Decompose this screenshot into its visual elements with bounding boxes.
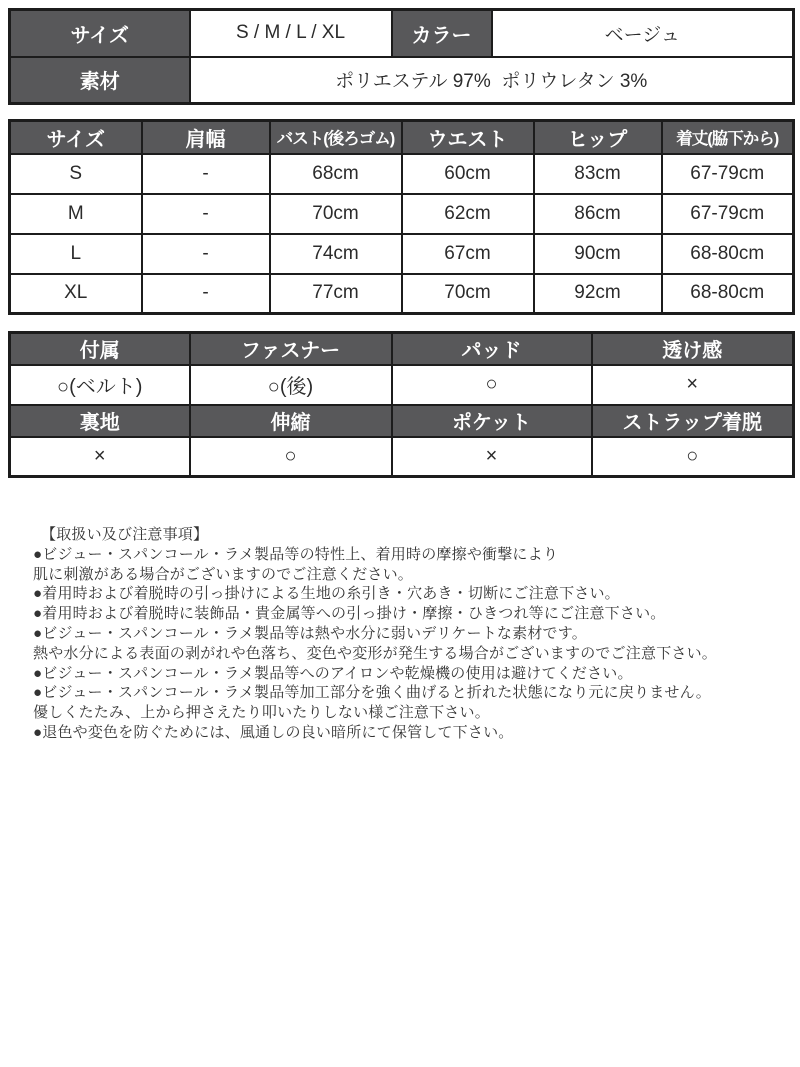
size-chart-cell: S (10, 154, 142, 194)
size-chart-cell: 70cm (402, 274, 534, 314)
size-chart-header-hip: ヒップ (534, 121, 662, 154)
features-value-sheerness: × (592, 365, 794, 405)
size-chart-cell: 83cm (534, 154, 662, 194)
size-chart-header-size: サイズ (10, 121, 142, 154)
features-header-strap: ストラップ着脱 (592, 405, 794, 437)
summary-material-value: ポリエステル 97% ポリウレタン 3% (190, 57, 794, 104)
size-chart-cell: 92cm (534, 274, 662, 314)
features-value-row-1 (10, 365, 794, 405)
features-header-row-2 (10, 405, 794, 437)
summary-material-label: 素材 (10, 57, 190, 104)
size-chart-cell: 62cm (402, 194, 534, 234)
size-chart-row-l (10, 234, 794, 274)
summary-row-size-color (10, 10, 794, 57)
care-note-line: ●ビジュー・スパンコール・ラメ製品等加工部分を強く曲げると折れた状態になり元に戻りません。 (33, 684, 711, 702)
features-value-accessory: ○(ベルト) (10, 365, 190, 405)
size-chart-cell: - (142, 234, 270, 274)
care-notes (8, 525, 792, 743)
summary-color-label: カラー (392, 10, 492, 57)
features-header-pocket: ポケット (392, 405, 592, 437)
size-chart-cell: 67-79cm (662, 154, 794, 194)
size-chart-cell: XL (10, 274, 142, 314)
care-note-line: ●着用時および着脱時に装飾品・貴金属等への引っ掛け・摩擦・ひきつれ等にご注意下さい。 (33, 605, 666, 623)
summary-color-value: ベージュ (492, 10, 794, 57)
care-note-line: ●ビジュー・スパンコール・ラメ製品等へのアイロンや乾燥機の使用は避けてください。 (33, 664, 633, 682)
size-chart-row-s (10, 154, 794, 194)
size-chart-table (8, 119, 795, 315)
summary-size-label: サイズ (10, 10, 190, 57)
features-header-sheerness: 透け感 (592, 333, 794, 365)
features-value-pocket: × (392, 437, 592, 477)
care-note-line: ●ビジュー・スパンコール・ラメ製品等は熱や水分に弱いデリケートな素材です。 (33, 624, 587, 642)
size-chart-header-length: 着丈(脇下から) (662, 121, 794, 154)
size-chart-cell: 86cm (534, 194, 662, 234)
features-header-lining: 裏地 (10, 405, 190, 437)
summary-size-value: S / M / L / XL (190, 10, 392, 57)
care-note-line: ●退色や変色を防ぐためには、風通しの良い暗所にて保管して下さい。 (33, 723, 514, 741)
size-chart-cell: 60cm (402, 154, 534, 194)
care-note-line: ●着用時および着脱時の引っ掛けによる生地の糸引き・穴あき・切断にご注意下さい。 (33, 585, 620, 603)
care-note-line: 熱や水分による表面の剥がれや色落ち、変色や変形が発生する場合がございますのでご注意下さい。 (33, 644, 718, 662)
size-chart-cell: M (10, 194, 142, 234)
features-value-zipper: ○(後) (190, 365, 392, 405)
features-table (8, 331, 795, 478)
features-header-zipper: ファスナー (190, 333, 392, 365)
size-chart-cell: 67cm (402, 234, 534, 274)
summary-row-material (10, 57, 794, 104)
care-note-line: 優しくたたみ、上から押さえたり叩いたりしない様ご注意下さい。 (33, 704, 490, 722)
features-header-accessory: 付属 (10, 333, 190, 365)
size-chart-row-xl (10, 274, 794, 314)
product-summary-table (8, 8, 795, 105)
size-chart-cell: 68-80cm (662, 274, 794, 314)
care-note-line: ●ビジュー・スパンコール・ラメ製品等の特性上、着用時の摩擦や衝撃により (33, 545, 559, 563)
size-chart-cell: 68-80cm (662, 234, 794, 274)
size-chart-header-bust: バスト(後ろゴム) (270, 121, 402, 154)
features-value-pad: ○ (392, 365, 592, 405)
size-chart-cell: 90cm (534, 234, 662, 274)
size-chart-cell: L (10, 234, 142, 274)
size-chart-cell: - (142, 154, 270, 194)
size-chart-cell: 77cm (270, 274, 402, 314)
features-header-row-1 (10, 333, 794, 365)
care-note-line: 肌に刺激がある場合がございますのでご注意ください。 (33, 565, 414, 583)
features-value-lining: × (10, 437, 190, 477)
size-chart-header-row (10, 121, 794, 154)
size-chart-row-m (10, 194, 794, 234)
features-value-row-2 (10, 437, 794, 477)
size-chart-cell: 74cm (270, 234, 402, 274)
features-value-strap: ○ (592, 437, 794, 477)
size-chart-cell: 67-79cm (662, 194, 794, 234)
features-value-stretch: ○ (190, 437, 392, 477)
size-chart-header-waist: ウエスト (402, 121, 534, 154)
care-notes-title: 【取扱い及び注意事項】 (41, 526, 209, 543)
size-chart-cell: - (142, 274, 270, 314)
features-header-stretch: 伸縮 (190, 405, 392, 437)
features-header-pad: パッド (392, 333, 592, 365)
size-chart-cell: 70cm (270, 194, 402, 234)
size-chart-cell: - (142, 194, 270, 234)
size-chart-cell: 68cm (270, 154, 402, 194)
size-chart-header-shoulder: 肩幅 (142, 121, 270, 154)
